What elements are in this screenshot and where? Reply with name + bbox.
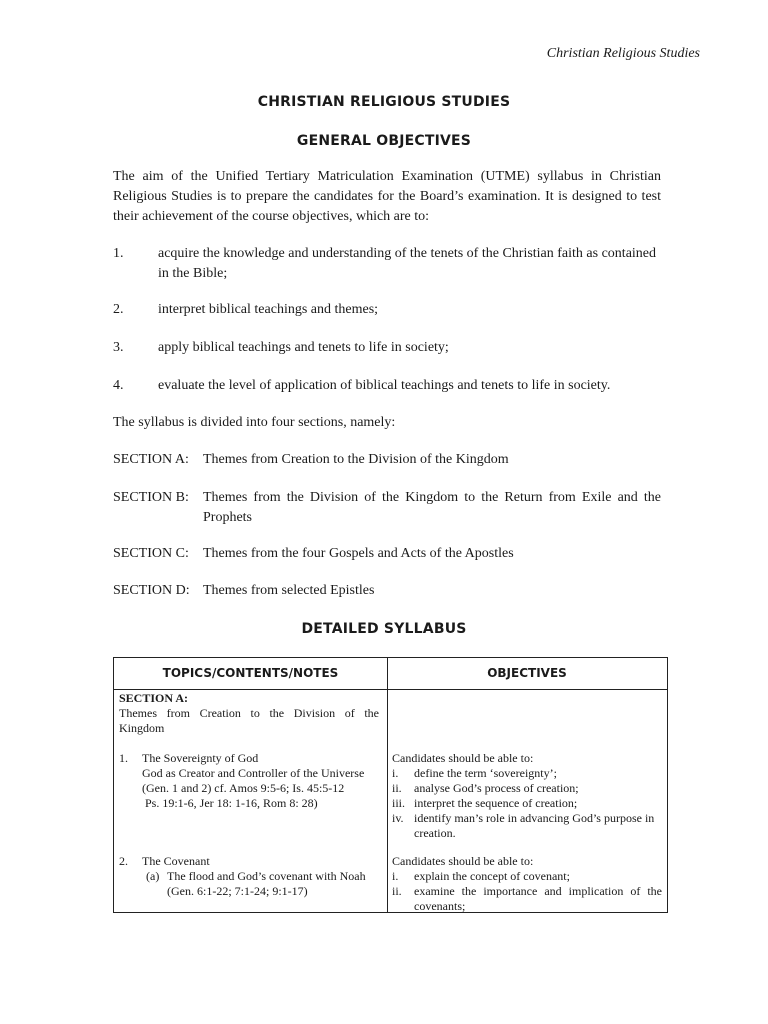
section-row xyxy=(113,581,661,601)
objective-number: 2. xyxy=(113,302,124,317)
objective-text: identify man’s role in advancing God’s purpose in creation. xyxy=(414,811,655,840)
section-label: SECTION A: xyxy=(113,452,189,467)
objective-line xyxy=(392,884,662,914)
topic-detail-line: (Gen. 1 and 2) cf. Amos 9:5-6; Is. 45:5-12 xyxy=(142,781,345,795)
objectives-intro: Candidates should be able to: xyxy=(392,854,534,868)
intro-paragraph: The aim of the Unified Tertiary Matriculation Examination (UTME) syllabus in Christian Religious Studies is to prepare the candidates for the Board’s examination. It is designed to test their achievement of the course objectives, which are to: xyxy=(113,169,661,224)
objective-line xyxy=(392,766,662,781)
objective-item xyxy=(113,338,661,358)
objective-item xyxy=(113,376,661,396)
objective-line xyxy=(392,781,662,796)
sections-intro: The syllabus is divided into four sections, namely: xyxy=(113,415,396,430)
table-header-topics: TOPICS/CONTENTS/NOTES xyxy=(162,666,339,680)
objective-line xyxy=(392,811,662,841)
table-section-title: Themes from Creation to the Division of the Kingdom xyxy=(119,706,379,735)
objective-text: examine the importance and implication of the covenants; xyxy=(414,884,662,913)
section-label: SECTION C: xyxy=(113,546,189,561)
running-header: Christian Religious Studies xyxy=(546,46,700,61)
objective-text: apply biblical teachings and tenets to life in society; xyxy=(158,340,449,355)
objective-text: explain the concept of covenant; xyxy=(414,869,570,883)
objective-numeral: ii. xyxy=(392,884,402,898)
section-description: Themes from selected Epistles xyxy=(203,583,375,598)
objective-numeral: iii. xyxy=(392,796,406,810)
objective-text: evaluate the level of application of biblical teachings and tenets to life in society. xyxy=(158,378,611,393)
section-description: Themes from Creation to the Division of the Kingdom xyxy=(203,452,509,467)
section-description: Themes from the four Gospels and Acts of the Apostles xyxy=(203,546,514,561)
objective-line xyxy=(392,796,662,811)
section-row xyxy=(113,488,661,528)
objective-text: interpret biblical teachings and themes; xyxy=(158,302,379,317)
objective-line xyxy=(392,869,662,884)
header-divider xyxy=(114,689,667,690)
topic-number: 2. xyxy=(119,854,128,868)
topic-item xyxy=(119,751,379,811)
objective-text: interpret the sequence of creation; xyxy=(414,796,578,810)
objective-number: 4. xyxy=(113,378,124,393)
subtopic-label: (a) xyxy=(146,869,160,883)
section-description: Themes from the Division of the Kingdom to the Return from Exile and the Prophets xyxy=(203,490,661,525)
topic-item xyxy=(119,854,379,899)
topic-title: The Covenant xyxy=(142,854,210,868)
objective-text: acquire the knowledge and understanding of the tenets of the Christian faith as contained in the Bible; xyxy=(158,246,657,281)
objective-numeral: i. xyxy=(392,766,399,780)
detailed-syllabus-heading: DETAILED SYLLABUS xyxy=(301,621,467,637)
table-header-objectives: OBJECTIVES xyxy=(487,666,567,680)
topic-detail-line: Ps. 19:1-6, Jer 18: 1-16, Rom 8: 28) xyxy=(145,796,318,810)
objective-numeral: i. xyxy=(392,869,399,883)
topic-objectives xyxy=(392,854,662,914)
objective-text: analyse God’s process of creation; xyxy=(414,781,579,795)
topic-number: 1. xyxy=(119,751,128,765)
objective-numeral: ii. xyxy=(392,781,402,795)
objectives-intro: Candidates should be able to: xyxy=(392,751,534,765)
objective-numeral: iv. xyxy=(392,811,404,825)
syllabus-table xyxy=(113,657,668,913)
topic-objectives xyxy=(392,751,662,841)
objective-item xyxy=(113,244,661,284)
objective-number: 1. xyxy=(113,246,124,261)
page-title: CHRISTIAN RELIGIOUS STUDIES xyxy=(257,94,511,110)
subtopic-reference: (Gen. 6:1-22; 7:1-24; 9:1-17) xyxy=(167,884,308,898)
objective-number: 3. xyxy=(113,340,124,355)
objective-text: define the term ‘sovereignty’; xyxy=(414,766,557,780)
column-divider xyxy=(387,658,388,912)
subtopic-text: The flood and God’s covenant with Noah xyxy=(167,869,366,883)
objective-item xyxy=(113,300,661,320)
topic-title: The Sovereignty of God xyxy=(142,751,259,765)
topic-detail-line: God as Creator and Controller of the Universe xyxy=(142,766,365,780)
section-row xyxy=(113,450,661,470)
section-label: SECTION D: xyxy=(113,583,190,598)
section-row xyxy=(113,544,661,564)
section-label: SECTION B: xyxy=(113,490,189,505)
table-section-label: SECTION A: xyxy=(119,691,189,705)
general-objectives-heading: GENERAL OBJECTIVES xyxy=(296,133,472,149)
subtopic-line xyxy=(142,869,379,884)
